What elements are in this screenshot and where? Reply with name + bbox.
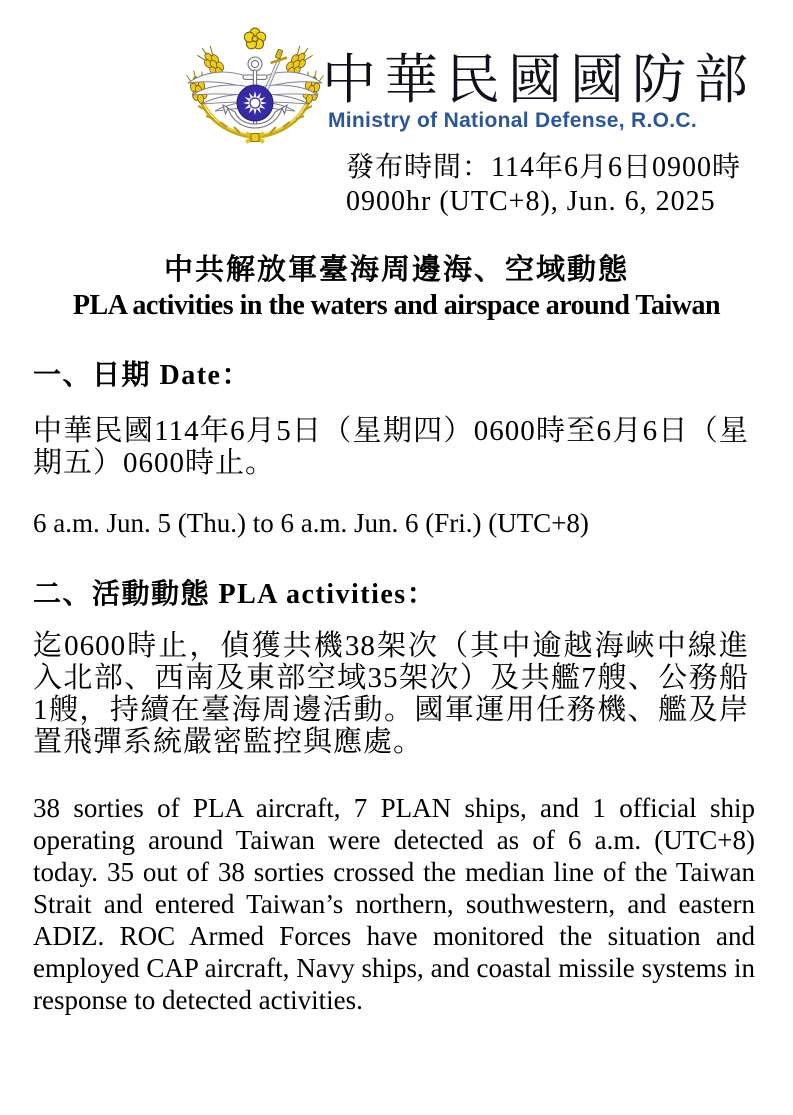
sun-disc [237,85,273,121]
section-2-body-zh: 迄0600時止，偵獲共機38架次（其中逾越海峽中線進入北部、西南及東部空域35架次）及共艦7艘、公務船1艘，持續在臺海周邊活動。國軍運用任務機、艦及岸置飛彈系統嚴密監控與應處。 [33,630,749,758]
mnd-emblem-icon [184,24,326,151]
section-1-body-zh: 中華民國114年6月5日（星期四）0600時至6月6日（星期五）0600時止。 [33,415,749,479]
document-title [0,252,793,322]
section-1-heading: 一、日期 Date： [33,360,251,391]
release-time-block [346,151,741,219]
org-name-en: Ministry of National Defense, R.O.C. [328,109,698,132]
document-title-zh: 中共解放軍臺海周邊海、空域動態 [163,254,629,286]
release-time-zh: 發布時間：114年6月6日0900時 [346,152,741,183]
plum-blossom [244,28,265,49]
org-name-zh: 中華民國國防部 [322,50,756,110]
document-title-en: PLA activities in the waters and airspace around Taiwan [72,290,721,321]
section-2-body-en: 38 sorties of PLA aircraft, 7 PLAN ships, and 1 official ship operating around Taiwan were detected as of 6 a.m. (UTC+8) today. 35 out of 38 sorties crossed the median line of the Taiwan Strait and entered Taiwan’s northern, southwestern, and eastern ADIZ. ROC Armed Forces have monitored the situation and employed CAP aircraft, Navy ships, and coastal missile systems in response to detected activities. [33,793,755,1015]
section-2-heading: 二、活動動態 PLA activities： [33,579,437,610]
section-1-body-en: 6 a.m. Jun. 5 (Thu.) to 6 a.m. Jun. 6 (Fri.) (UTC+8) [33,508,589,538]
release-time-en: 0900hr (UTC+8), Jun. 6, 2025 [346,186,716,217]
